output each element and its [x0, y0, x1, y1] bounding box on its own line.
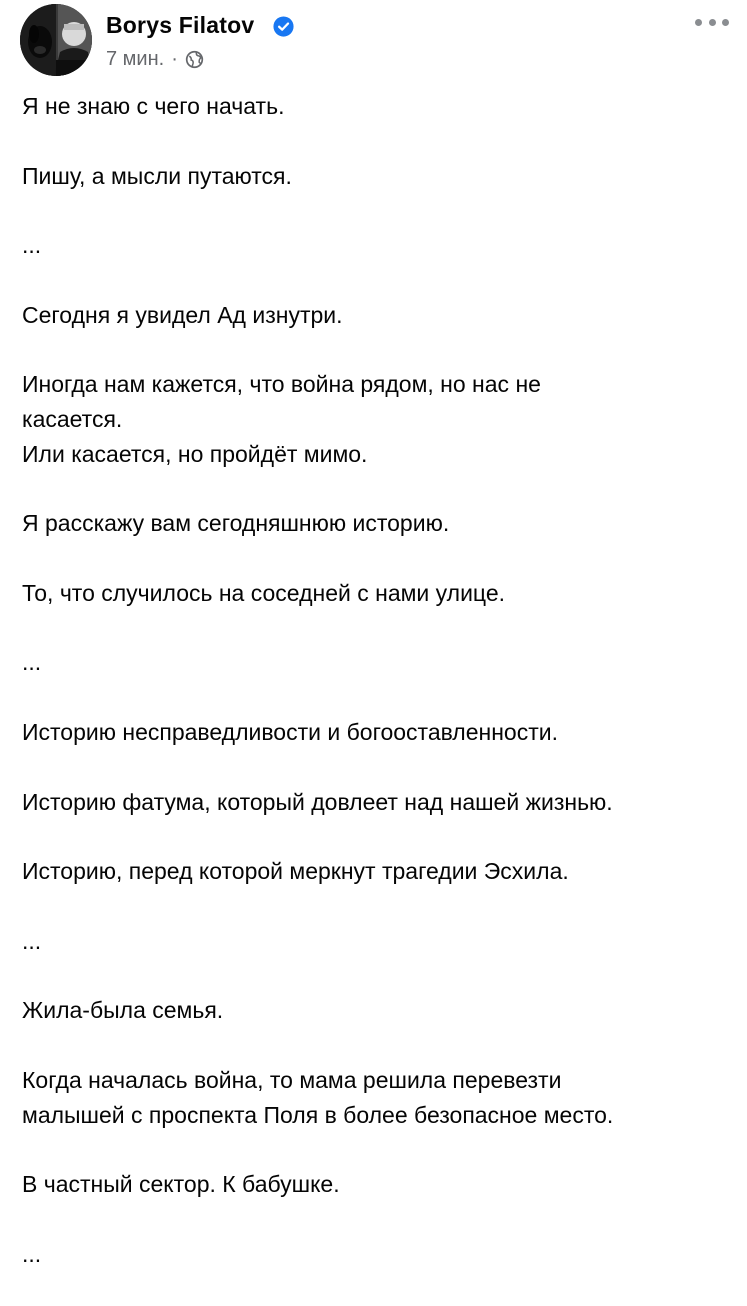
- post-paragraph: Я не знаю с чего начать.: [22, 93, 285, 119]
- post-paragraph: Когда началась война, то мама решила перевезти малышей с проспекта Поля в более безопасное место.: [22, 1066, 614, 1128]
- post-paragraph: То, что случилось на соседней с нами улице.: [22, 579, 506, 606]
- post-paragraph: Историю, перед которой меркнут трагедии Эсхила.: [22, 858, 569, 885]
- post-paragraph: Жила-была семья.: [22, 997, 224, 1024]
- post-paragraph: Пишу, а мысли путаются.: [22, 162, 292, 189]
- post-paragraph: Историю несправедливости и богооставленности.: [22, 718, 558, 745]
- post-paragraph: ...: [22, 1240, 42, 1267]
- post-paragraph: ...: [22, 927, 42, 954]
- more-options-icon[interactable]: [695, 14, 729, 30]
- post-meta: [106, 48, 204, 71]
- post-paragraph: Историю фатума, который довлеет над нашей жизнью.: [22, 788, 613, 815]
- globe-icon[interactable]: [185, 50, 204, 69]
- post-paragraph: Сегодня я увидел Ад изнутри.: [22, 301, 343, 328]
- post-paragraph: Я расскажу вам сегодняшнюю историю.: [22, 510, 450, 537]
- more-dot: [709, 19, 716, 26]
- verified-badge-icon: [273, 16, 294, 37]
- author-avatar[interactable]: [20, 4, 92, 76]
- post-paragraph: ...: [22, 649, 42, 676]
- post-paragraph: В частный сектор. К бабушке.: [22, 1171, 340, 1198]
- meta-separator: ·: [171, 48, 178, 70]
- post-paragraph: ...: [22, 232, 42, 259]
- more-dot: [695, 19, 702, 26]
- more-dot: [722, 19, 729, 26]
- post-text: [22, 89, 737, 1306]
- post-paragraph: Иногда нам кажется, что война рядом, но нас не касается. Или касается, но пройдёт мимо.: [22, 371, 541, 467]
- post-timestamp[interactable]: 7 мин.: [106, 48, 165, 70]
- post-header: [0, 0, 747, 82]
- author-name[interactable]: Borys Filatov: [106, 12, 255, 38]
